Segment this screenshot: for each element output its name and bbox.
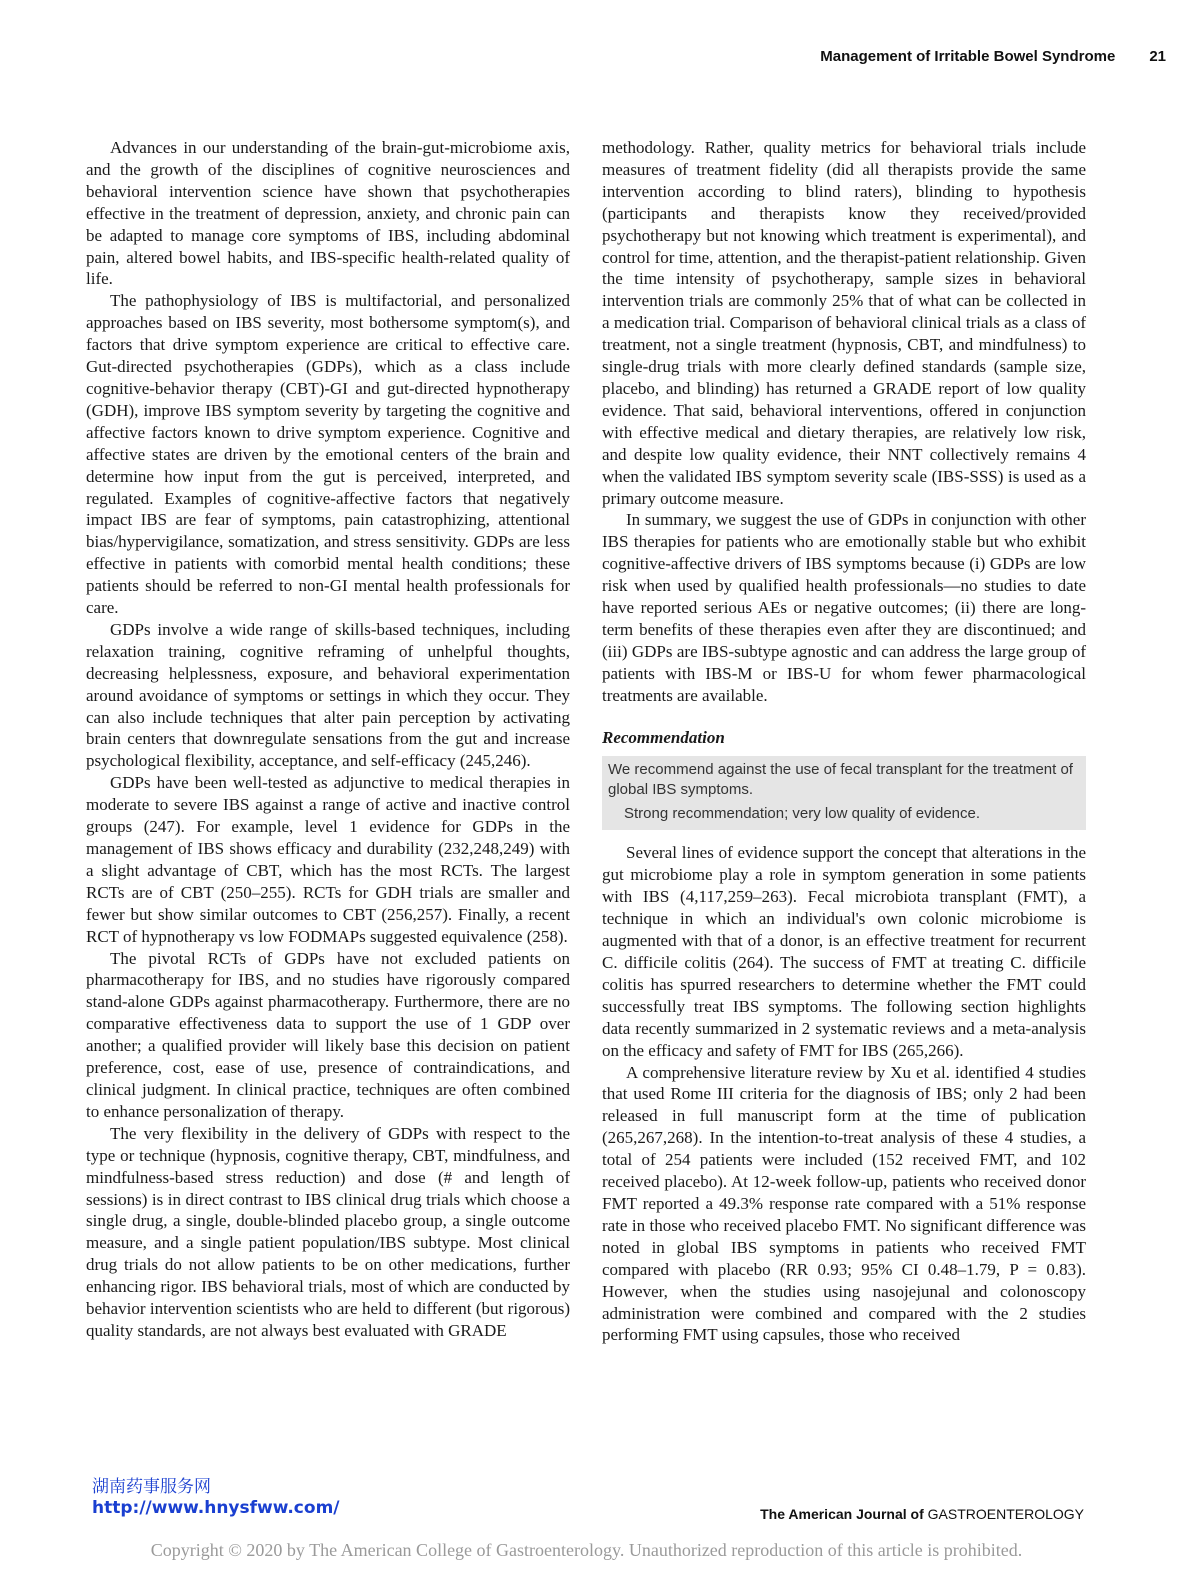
body-paragraph: GDPs have been well-tested as adjunctive to medical therapies in moderate to severe IBS against a range of active and inactive control groups (247). For example, level 1 evidence for GDPs in the management of IBS shows efficacy and durability (232,248,249) with a slight advantage of CBT, which has the most RCTs. The largest RCTs are of CBT (250–255). RCTs for GDH trials are smaller and fewer but show similar outcomes to CBT (256,257). Finally, a recent RCT of hypnotherapy vs low FODMAPs suggested equivalence (258). [86,773,570,946]
journal-name: GASTROENTEROLOGY [927,1506,1084,1522]
running-title: Management of Irritable Bowel Syndrome [820,48,1116,65]
recommendation-heading: Recommendation [602,727,725,747]
recommendation-box [602,756,1086,830]
body-paragraph: The pathophysiology of IBS is multifactorial, and personalized approaches based on IBS severity, most bothersome symptom(s), and factors that drive symptom experience are critical to effective care. Gut-directed psychotherapies (GDPs), which as a class include cognitive-behavior therapy (CBT)-GI and gut-directed hypnotherapy (GDH), improve IBS symptom severity by targeting the cognitive and affective factors known to drive symptom experience. Cognitive and affective states are driven by the emotional centers of the brain and determine how input from the gut is perceived, interpreted, and regulated. Examples of cognitive-affective factors that negatively impact IBS are fear of symptoms, pain catastrophizing, attentional bias/hypervigilance, somatization, and stress sensitivity. GDPs are less effective in patients with comorbid mental health conditions; these patients should be referred to non-GI mental health professionals for care. [86,291,570,618]
copyright-notice: Copyright © 2020 by The American College of Gastroenterology. Unauthorized reproduction of this article is prohibited. [150,1540,1023,1560]
site-watermark [92,1476,340,1518]
journal-footer [760,1506,1084,1522]
page-number: 21 [1149,48,1166,65]
body-paragraph: The very flexibility in the delivery of GDPs with respect to the type or technique (hypnosis, cognitive therapy, CBT, mindfulness, and mindfulness-based stress reduction) and dose (# and length of sessions) is in direct contrast to IBS clinical drug trials which choose a single drug, a single, double-blinded placebo group, a single outcome measure, and a single patient population/IBS subtype. Most clinical drug trials do not allow patients to be on other medications, further enhancing rigor. IBS behavioral trials, most of which are conducted by behavior intervention scientists who are held to different (but rigorous) quality standards, are not always best evaluated with GRADE [86,1123,570,1340]
body-paragraph: In summary, we suggest the use of GDPs in conjunction with other IBS therapies for patients who are emotionally stable but who exhibit cognitive-affective drivers of IBS symptoms because (i) GDPs are low risk when used by qualified health professionals—no studies to date have reported serious AEs or negative outcomes; (ii) there are long-term benefits of these therapies even after they are discontinued; and (iii) GDPs are IBS-subtype agnostic and can address the large group of patients with IBS-M or IBS-U for whom fewer pharmacological treatments are available. [602,510,1086,705]
body-paragraph-continued: methodology. Rather, quality metrics for behavioral trials include measures of treatment fidelity (did all therapists provide the same intervention according to blind raters), blinding to hypothesis (participants and therapists know they received/provided psychotherapy but not knowing which treatment is experimental), and control for time, attention, and the therapist-patient relationship. Given the time intensity of psychotherapy, sample sizes in behavioral intervention trials are commonly 25% that of what can be collected in a medication trial. Comparison of behavioral clinical trials as a class of treatment, not a single treatment (hypnosis, CBT, and mindfulness) to single-drug trials with more clearly defined standards (sample size, placebo, and blinding) has returned a GRADE report of low quality evidence. That said, behavioral interventions, offered in conjunction with effective medical and dietary therapies, are relatively low risk, and despite low quality evidence, their NNT collectively remains 4 when the validated IBS symptom severity scale (IBS-SSS) is used as a primary outcome measure. [602,138,1086,508]
body-paragraph: The pivotal RCTs of GDPs have not excluded patients on pharmacotherapy for IBS, and no studies have rigorously compared stand-alone GDPs against pharmacotherapy. Furthermore, there are no comparative effectiveness data to support the use of 1 GDP over another; a qualified provider will likely base this decision on patient preference, cost, ease of use, presence of contraindications, and clinical judgment. In clinical practice, techniques are often combined to enhance personalization of therapy. [86,948,570,1121]
body-paragraph: Advances in our understanding of the brain-gut-microbiome axis, and the growth of the disciplines of cognitive neurosciences and behavioral intervention science have shown that psychotherapies effective in the treatment of depression, anxiety, and chronic pain can be adapted to manage core symptoms of IBS, including abdominal pain, altered bowel habits, and IBS-specific health-related quality of life. [86,138,570,289]
recommendation-strength: Strong recommendation; very low quality of evidence. [624,805,981,823]
watermark-url[interactable]: http://www.hnysfww.com/ [92,1498,340,1518]
left-column [86,137,570,1342]
right-column [602,137,1086,1346]
journal-prefix: The American Journal of [760,1506,924,1522]
body-paragraph: GDPs involve a wide range of skills-based techniques, including relaxation training, cognitive reframing of unhelpful thoughts, decreasing helplessness, exposure, and behavioral experimentation around avoidance of symptoms or settings in which they occur. They can also include techniques that alter pain perception by activating brain centers that downregulate sensations from the gut and increase psychological flexibility, acceptance, and self-efficacy (245,246). [86,619,570,771]
body-paragraph: Several lines of evidence support the concept that alterations in the gut microbiome play a role in symptom generation in some patients with IBS (4,117,259–263). Fecal microbiota transplant (FMT), a technique in which an individual's own colonic microbiome is augmented with that of a donor, is an effective treatment for recurrent C. difficile colitis (264). The success of FMT at treating C. difficile colitis has spurred researchers to determine whether the FMT could successfully treat IBS symptoms. The following section highlights data recently summarized in 2 systematic reviews and a meta-analysis on the efficacy and safety of FMT for IBS (265,266). [602,843,1086,1060]
watermark-site-name: 湖南药事服务网 [92,1477,211,1497]
recommendation-text: We recommend against the use of fecal transplant for the treatment of global IBS symptoms. [608,761,1073,799]
body-paragraph: A comprehensive literature review by Xu et al. identified 4 studies that used Rome III criteria for the diagnosis of IBS; only 2 had been released in full manuscript form at the time of publication (265,267,268). In the intention-to-treat analysis of these 4 studies, a total of 254 patients were included (152 received FMT, and 102 received placebo). At 12-week follow-up, patients who received donor FMT reported a 49.3% response rate compared with a 51% response rate in those who received placebo FMT. No significant difference was noted in global IBS symptoms in patients who received FMT compared with placebo (RR 0.93; 95% CI 0.48–1.79, P = 0.83). However, when the studies using nasojejunal and colonoscopy administration were combined and compared with the 2 studies performing FMT using capsules, those who received [602,1062,1086,1345]
running-head [820,48,1166,65]
